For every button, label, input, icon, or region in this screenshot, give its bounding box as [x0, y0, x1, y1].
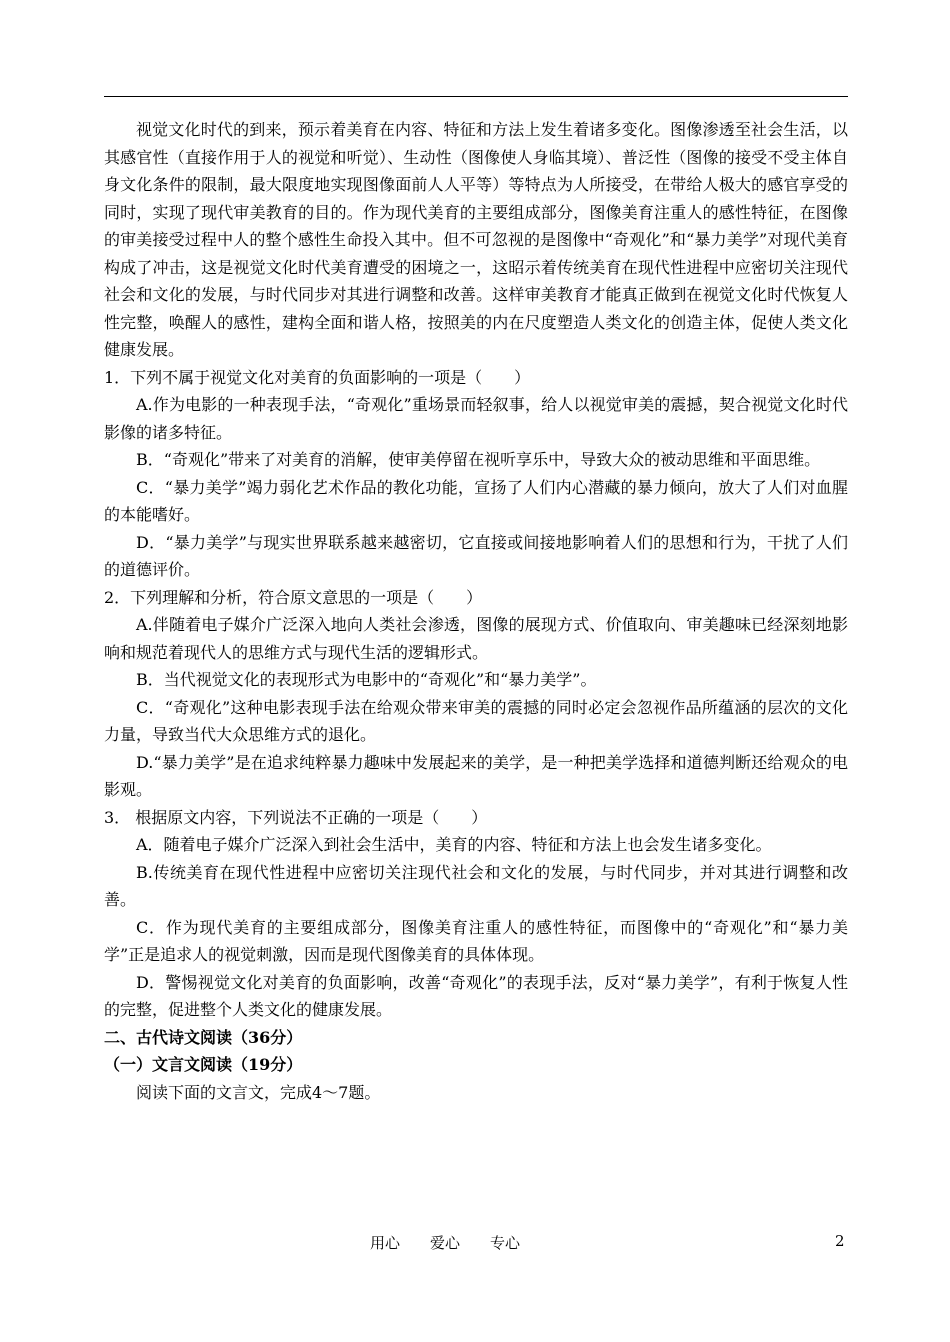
- question-2-option-b: B．当代视觉文化的表现形式为电影中的“奇观化”和“暴力美学”。: [136, 670, 597, 689]
- question-1-option-c: C．“暴力美学”竭力弱化艺术作品的教化功能，宣扬了人们内心潜藏的暴力倾向，放大了人们对血腥的本能嗜好。: [104, 477, 848, 524]
- footer-motto: [370, 1232, 550, 1253]
- question-3-option-c: C．作为现代美育的主要组成部分，图像美育注重人的感性特征，而图像中的“奇观化”和“暴力美学”正是追求人的视觉刺激，因而是现代图像美育的具体体现。: [104, 917, 848, 964]
- footer-motto-item: 专心: [490, 1234, 521, 1252]
- section-heading: 二、古代诗文阅读（36分）: [104, 1027, 303, 1047]
- question-1-option-d: D．“暴力美学”与现实世界联系越来越密切，它直接或间接地影响着人们的思想和行为，干扰了人们的道德评价。: [104, 532, 848, 579]
- reading-instruction: 阅读下面的文言文，完成4～7题。: [136, 1082, 381, 1102]
- question-3-option-d: D．警惕视觉文化对美育的负面影响，改善“奇观化”的表现手法，反对“暴力美学”，有利于恢复人性的完整，促进整个人类文化的健康发展。: [104, 972, 848, 1019]
- document-body: [104, 116, 848, 1106]
- question-1-option-b: B．“奇观化”带来了对美育的消解，使审美停留在视听享乐中，导致大众的被动思维和平面思维。: [136, 450, 821, 469]
- question-3-stem: 3． 根据原文内容，下列说法不正确的一项是（ ）: [104, 807, 488, 827]
- header-rule: [104, 96, 848, 97]
- question-2-option-a: A.伴随着电子媒介广泛深入地向人类社会渗透，图像的展现方式、价值取向、审美趣味已经深刻地影响和规范着现代人的思维方式与现代生活的逻辑形式。: [104, 615, 848, 662]
- footer-motto-item: 用心: [370, 1234, 401, 1252]
- question-3-option-a: A．随着电子媒介广泛深入到社会生活中，美育的内容、特征和方法上也会发生诸多变化。: [136, 835, 772, 854]
- footer-motto-item: 爱心: [430, 1234, 461, 1252]
- page-number: 2: [835, 1232, 845, 1250]
- question-1-stem: 1．下列不属于视觉文化对美育的负面影响的一项是（ ）: [104, 367, 531, 387]
- page-footer: [0, 1232, 950, 1256]
- subsection-heading: （一）文言文阅读（19分）: [104, 1055, 303, 1074]
- question-1-option-a: A.作为电影的一种表现手法，“奇观化”重场景而轻叙事，给人以视觉审美的震撼，契合视觉文化时代影像的诸多特征。: [104, 395, 848, 442]
- question-2-stem: 2．下列理解和分析，符合原文意思的一项是（ ）: [104, 587, 483, 607]
- question-2-option-d: D.“暴力美学”是在追求纯粹暴力趣味中发展起来的美学，是一种把美学选择和道德判断还给观众的电影观。: [104, 752, 848, 799]
- question-2-option-c: C．“奇观化”这种电影表现手法在给观众带来审美的震撼的同时必定会忽视作品所蕴涵的层次的文化力量，导致当代大众思维方式的退化。: [104, 697, 848, 744]
- passage-paragraph: 视觉文化时代的到来，预示着美育在内容、特征和方法上发生着诸多变化。图像渗透至社会生活，以其感官性（直接作用于人的视觉和听觉）、生动性（图像使人身临其境）、普泛性（图像的接受不受主体自身文化条件的限制，最大限度地实现图像面前人人平等）等特点为人所接受，在带给人极大的感官享受的同时，实现了现代审美教育的目的。作为现代美育的主要组成部分，图像美育注重人的感性特征，在图像的审美接受过程中人的整个感性生命投入其中。但不可忽视的是图像中“奇观化”和“暴力美学”对现代美育构成了冲击，这是视觉文化时代美育遭受的困境之一，这昭示着传统美育在现代性进程中应密切关注现代社会和文化的发展，与时代同步对其进行调整和改善。这样审美教育才能真正做到在视觉文化时代恢复人性完整，唤醒人的感性，建构全面和谐人格，按照美的内在尺度塑造人类文化的创造主体，促使人类文化健康发展。: [104, 120, 848, 359]
- question-3-option-b: B.传统美育在现代性进程中应密切关注现代社会和文化的发展，与时代同步，并对其进行调整和改善。: [104, 862, 848, 909]
